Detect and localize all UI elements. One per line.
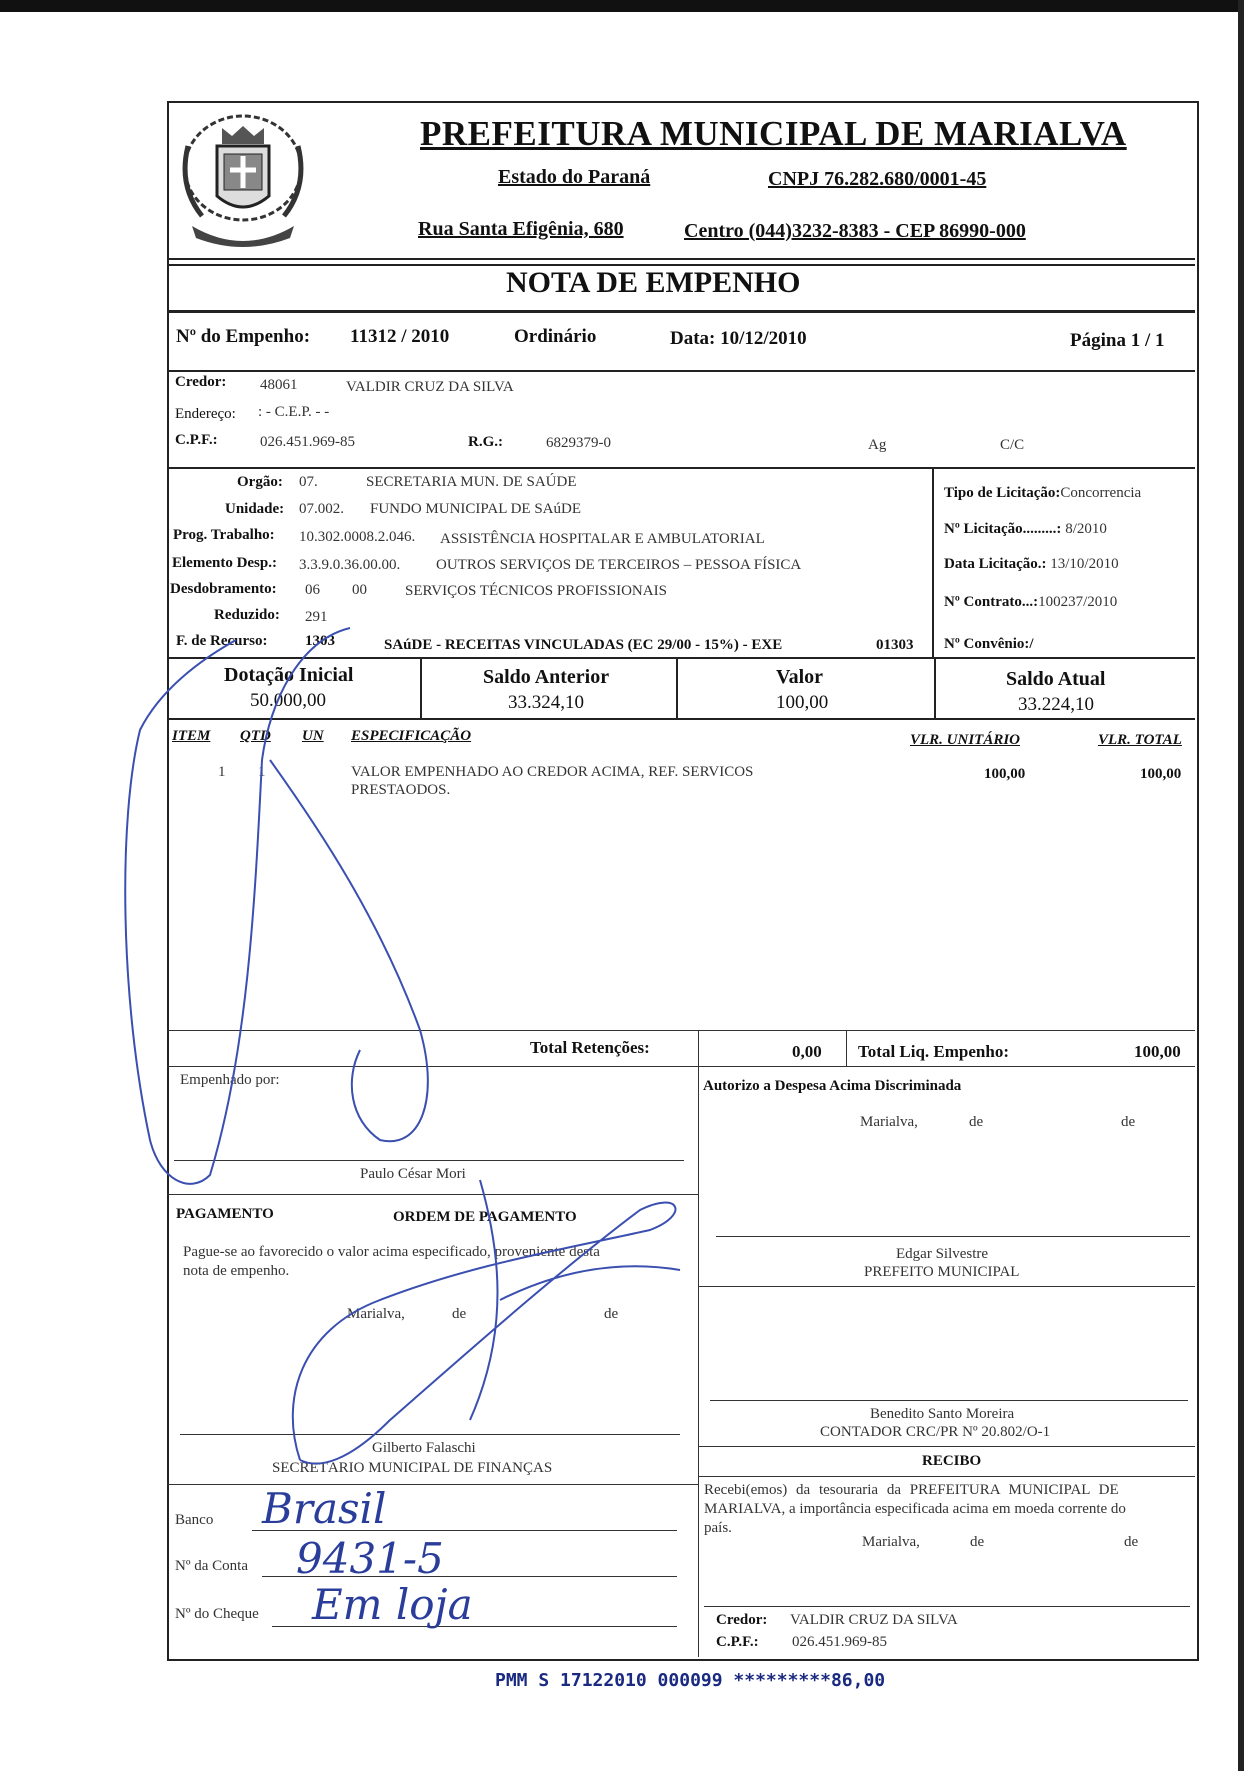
saldo-anterior-value: 33.324,10 xyxy=(508,692,584,713)
licitacao-number-label: Nº Licitação.........: xyxy=(944,521,1062,537)
pagamento-city: Marialva, xyxy=(347,1306,405,1322)
desdobramento-code-2: 00 xyxy=(352,582,367,598)
conta-handwritten: 9431-5 xyxy=(296,1534,444,1583)
reduzido-value: 291 xyxy=(305,609,328,625)
municipality-title: PREFEITURA MUNICIPAL DE MARIALVA xyxy=(420,114,1127,153)
page-indicator: Página 1 / 1 xyxy=(1070,330,1165,351)
licitacao-date-row xyxy=(944,556,1119,573)
pagamento-de-1: de xyxy=(452,1306,467,1322)
recibo-credor-name: VALDIR CRUZ DA SILVA xyxy=(790,1612,958,1628)
rg-label: R.G.: xyxy=(468,434,503,450)
recurso-label: F. de Recurso: xyxy=(176,633,268,649)
recibo-text-2: MARIALVA, a importância especificada acima em moeda corrente do xyxy=(704,1501,1126,1517)
contador-name: Benedito Santo Moreira xyxy=(870,1406,1015,1422)
banco-handwritten: Brasil xyxy=(262,1484,387,1533)
empenhado-por-label: Empenhado por: xyxy=(180,1072,280,1088)
valor-value: 100,00 xyxy=(776,692,829,713)
prog-name: ASSISTÊNCIA HOSPITALAR E AMBULATORIAL xyxy=(440,531,765,547)
address-label: Endereço: xyxy=(175,406,236,422)
recibo-de-1: de xyxy=(970,1534,985,1550)
document-title: NOTA DE EMPENHO xyxy=(506,266,801,299)
pagamento-text-1: Pague-se ao favorecido o valor acima especificado, proveniente desta xyxy=(183,1244,600,1260)
recurso-code-2: 01303 xyxy=(876,637,914,653)
recibo-credor-label: Credor: xyxy=(716,1612,768,1628)
elemento-label: Elemento Desp.: xyxy=(172,555,277,571)
recibo-city: Marialva, xyxy=(862,1534,920,1550)
autorizo-city: Marialva, xyxy=(860,1114,918,1130)
pagamento-text-2: nota de empenho. xyxy=(183,1263,290,1279)
scan-right-edge xyxy=(1238,0,1244,1771)
street-address: Rua Santa Efigênia, 680 xyxy=(418,218,624,240)
contrato-value: 100237/2010 xyxy=(1038,594,1118,610)
saldo-atual-value: 33.224,10 xyxy=(1018,694,1094,715)
licitacao-date: 13/10/2010 xyxy=(1050,556,1119,572)
col-especificacao: ESPECIFICAÇÃO xyxy=(351,728,472,744)
dotacao-value: 50.000,00 xyxy=(250,690,326,711)
pagamento-de-2: de xyxy=(604,1306,619,1322)
recibo-text-1: Recebi(emos) da tesouraria da PREFEITURA MUNICIPAL DE xyxy=(704,1482,1119,1498)
total-liquido-label: Total Liq. Empenho: xyxy=(858,1042,1009,1061)
cpf-value: 026.451.969-85 xyxy=(260,434,355,450)
elemento-code: 3.3.9.0.36.00.00. xyxy=(299,557,401,573)
col-vlr-unitario: VLR. UNITÁRIO xyxy=(910,732,1021,748)
district-phone-cep: Centro (044)3232-8383 - CEP 86990-000 xyxy=(684,220,1026,242)
autorizo-de-2: de xyxy=(1121,1114,1136,1130)
desdobramento-code-1: 06 xyxy=(305,582,320,598)
conta-label: Nº da Conta xyxy=(175,1558,248,1574)
licitacao-number: 8/2010 xyxy=(1065,521,1107,537)
row-qtd: 1 xyxy=(258,764,266,780)
orgao-name: SECRETARIA MUN. DE SAÚDE xyxy=(366,474,577,490)
agency-label: Ag xyxy=(868,437,887,453)
address-value: : - C.E.P. - - xyxy=(258,404,330,420)
municipal-crest-logo xyxy=(172,106,314,256)
row-spec-line-2: PRESTAODOS. xyxy=(351,782,451,798)
total-liquido-value: 100,00 xyxy=(1134,1042,1181,1061)
banco-label: Banco xyxy=(175,1512,214,1528)
row-unit-value: 100,00 xyxy=(984,766,1026,782)
convenio-label: Nº Convênio:/ xyxy=(944,636,1034,652)
autorizo-de-1: de xyxy=(969,1114,984,1130)
empenho-type: Ordinário xyxy=(514,326,597,347)
state-name: Estado do Paraná xyxy=(498,166,651,188)
prefeito-name: Edgar Silvestre xyxy=(896,1246,989,1262)
empenho-date: Data: 10/12/2010 xyxy=(670,328,807,349)
orgao-code: 07. xyxy=(299,474,318,490)
credor-code: 48061 xyxy=(260,377,298,393)
prog-code: 10.302.0008.2.046. xyxy=(299,529,416,545)
recurso-code: 1303 xyxy=(305,633,335,649)
unidade-label: Unidade: xyxy=(225,501,285,517)
contador-role: CONTADOR CRC/PR Nº 20.802/O-1 xyxy=(820,1424,1051,1440)
desdobramento-name: SERVIÇOS TÉCNICOS PROFISSIONAIS xyxy=(405,583,667,599)
col-qtd: QTD xyxy=(240,728,271,744)
elemento-name: OUTROS SERVIÇOS DE TERCEIROS – PESSOA FÍSICA xyxy=(436,557,802,573)
recibo-text-3: país. xyxy=(704,1520,732,1536)
licitacao-date-label: Data Licitação.: xyxy=(944,556,1047,572)
valor-label: Valor xyxy=(776,666,824,688)
col-item: ITEM xyxy=(172,728,211,744)
row-spec-line-1: VALOR EMPENHADO AO CREDOR ACIMA, REF. SERVICOS xyxy=(351,764,754,780)
autorizo-label: Autorizo a Despesa Acima Discriminada xyxy=(703,1078,962,1094)
recibo-cpf-label: C.P.F.: xyxy=(716,1634,759,1650)
cheque-label: Nº do Cheque xyxy=(175,1606,259,1622)
secretario-role: SECRETÁRIO MUNICIPAL DE FINANÇAS xyxy=(272,1460,553,1476)
tipo-licitacao-label-text: Tipo de Licitação: xyxy=(944,485,1061,501)
reduzido-label: Reduzido: xyxy=(214,607,280,623)
contrato-label: Nº Contrato...: xyxy=(944,594,1039,610)
ordem-pagamento-label: ORDEM DE PAGAMENTO xyxy=(393,1209,577,1225)
empenho-number: 11312 / 2010 xyxy=(350,326,450,347)
row-total-value: 100,00 xyxy=(1140,766,1182,782)
recibo-cpf-value: 026.451.969-85 xyxy=(792,1634,887,1650)
footer-stamp: PMM S 17122010 000099 *********86,00 xyxy=(495,1670,886,1691)
prefeito-role: PREFEITO MUNICIPAL xyxy=(864,1264,1020,1280)
credor-label: Credor: xyxy=(175,374,227,390)
secretario-name: Gilberto Falaschi xyxy=(372,1440,476,1456)
tipo-licitacao-value: Concorrencia xyxy=(1060,485,1142,501)
recibo-title: RECIBO xyxy=(922,1453,982,1469)
empenho-number-label: Nº do Empenho: xyxy=(176,326,311,347)
recurso-name: SAúDE - RECEITAS VINCULADAS (EC 29/00 - 15%) - EXE xyxy=(384,637,783,653)
prog-label: Prog. Trabalho: xyxy=(173,527,275,543)
tipo-licitacao-label xyxy=(944,485,1141,502)
dotacao-label: Dotação Inicial xyxy=(224,664,354,686)
desdobramento-label: Desdobramento: xyxy=(170,581,277,597)
cnpj: CNPJ 76.282.680/0001-45 xyxy=(768,168,987,190)
col-un: UN xyxy=(302,728,324,744)
recibo-de-2: de xyxy=(1124,1534,1139,1550)
empenhado-por-name: Paulo César Mori xyxy=(360,1166,466,1182)
unidade-code: 07.002. xyxy=(299,501,344,517)
retencoes-value: 0,00 xyxy=(792,1042,822,1061)
retencoes-label: Total Retenções: xyxy=(530,1038,650,1057)
saldo-atual-label: Saldo Atual xyxy=(1006,668,1106,690)
unidade-name: FUNDO MUNICIPAL DE SAúDE xyxy=(370,501,581,517)
cpf-label: C.P.F.: xyxy=(175,432,218,448)
orgao-label: Orgão: xyxy=(237,474,283,490)
contrato-row xyxy=(944,594,1117,611)
col-vlr-total: VLR. TOTAL xyxy=(1098,732,1182,748)
credor-name: VALDIR CRUZ DA SILVA xyxy=(346,379,514,395)
pagamento-label: PAGAMENTO xyxy=(176,1206,274,1222)
saldo-anterior-label: Saldo Anterior xyxy=(483,666,610,688)
scan-top-edge xyxy=(0,0,1244,12)
cheque-handwritten: Em loja xyxy=(312,1580,473,1629)
account-label: C/C xyxy=(1000,437,1025,453)
licitacao-number-row xyxy=(944,521,1107,538)
row-item: 1 xyxy=(218,764,226,780)
rg-value: 6829379-0 xyxy=(546,435,611,451)
